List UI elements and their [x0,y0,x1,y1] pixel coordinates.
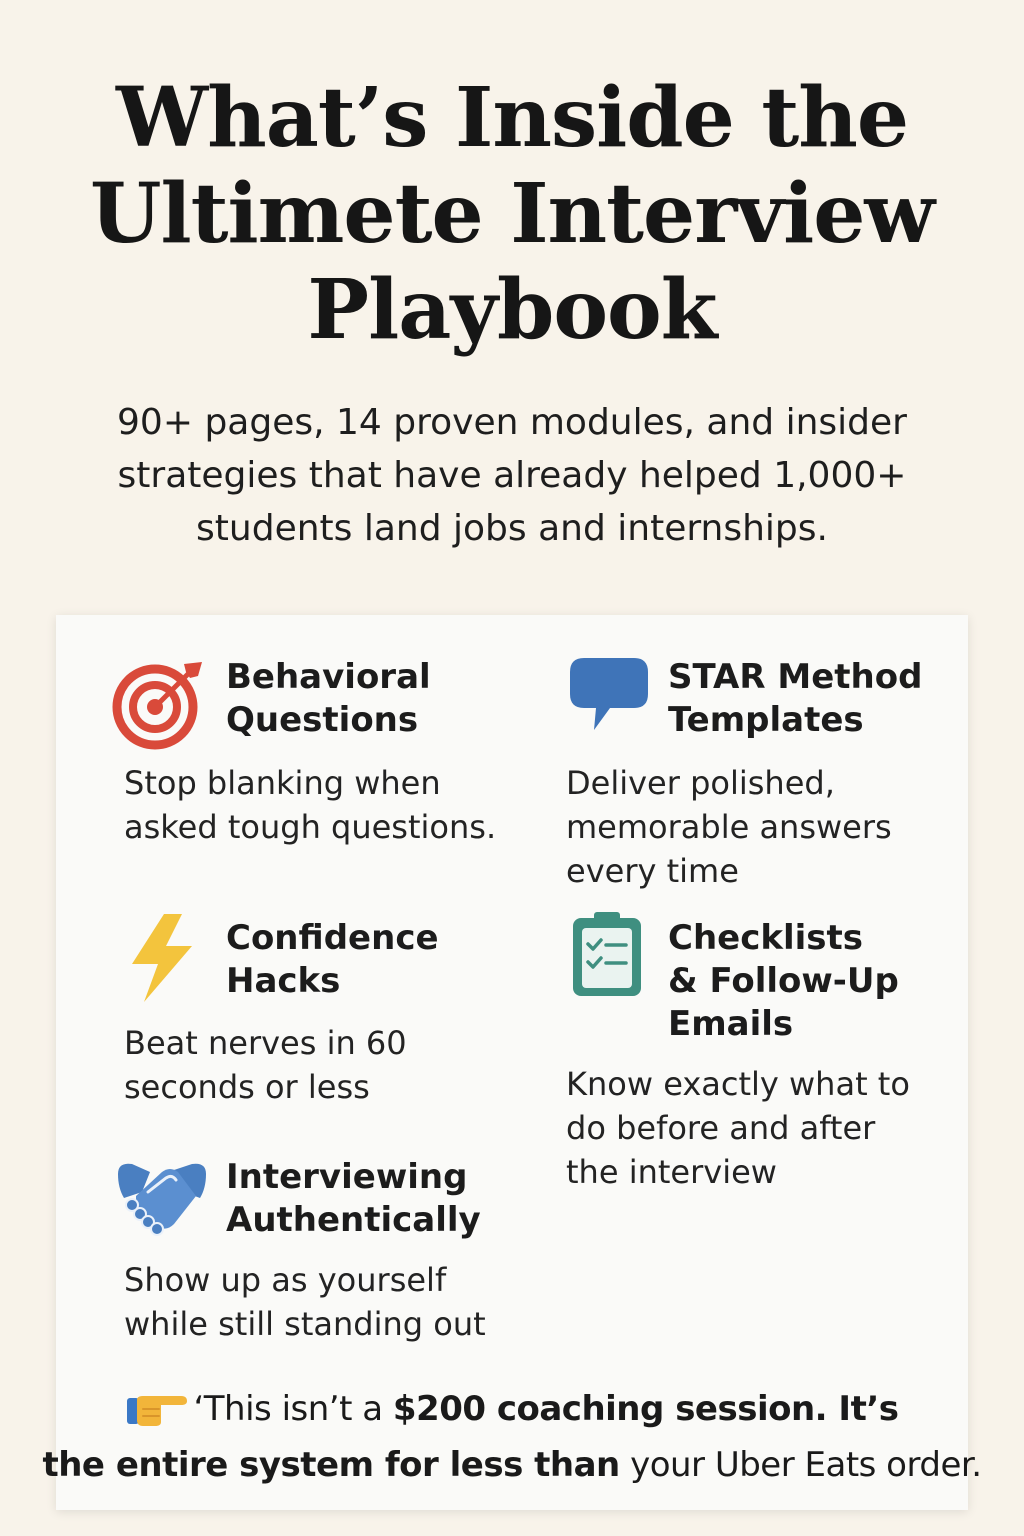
subtitle-line-3: students land jobs and internships. [196,508,828,549]
feature-title-interviewing-authentically: Interviewing Authentically [226,1157,481,1240]
page-title [40,70,984,358]
handshake-icon [114,1158,210,1238]
feature-title-checklists-follow-up-emails: Checklists & Follow-Up Emails [668,918,899,1044]
cta-line-1 [0,1385,1024,1441]
cta-line-1-plain: ‘This isn’t a [193,1389,393,1429]
pointing-hand-icon [125,1390,189,1441]
title-line-2: Ultimete Interview [89,166,934,262]
speech-bubble-icon [568,656,650,734]
clipboard-checklist-icon [570,910,644,998]
title-line-1: What’s Inside the [116,70,908,166]
feature-desc-checklists-follow-up-emails: Know exactly what to do before and after the interview [566,1065,910,1191]
cta-line-1-bold: $200 coaching session. It’s [392,1389,899,1429]
cta-line-2-plain: your Uber Eats order. [619,1445,982,1485]
feature-desc-star-method-templates: Deliver polished, memorable answers every time [566,764,892,890]
feature-desc-confidence-hacks: Beat nerves in 60 seconds or less [124,1024,407,1106]
feature-title-behavioral-questions: Behavioral Questions [226,657,431,740]
cta-line-2 [0,1441,1024,1489]
feature-title-star-method-templates: STAR Method Templates [668,657,923,740]
subtitle-line-2: strategies that have already helped 1,000+ [117,455,907,496]
feature-title-confidence-hacks: Confidence Hacks [226,918,439,1001]
subtitle-line-1: 90+ pages, 14 proven modules, and insider [117,402,907,443]
target-icon [112,658,206,750]
page-subtitle [40,396,984,555]
cta-line-2-bold: the entire system for less than [42,1445,620,1485]
lightning-icon [126,912,198,1004]
feature-desc-behavioral-questions: Stop blanking when asked tough questions. [124,764,497,846]
cta-text [0,1385,1024,1489]
feature-desc-interviewing-authentically: Show up as yourself while still standing out [124,1261,486,1343]
title-line-3: Playbook [307,262,717,358]
